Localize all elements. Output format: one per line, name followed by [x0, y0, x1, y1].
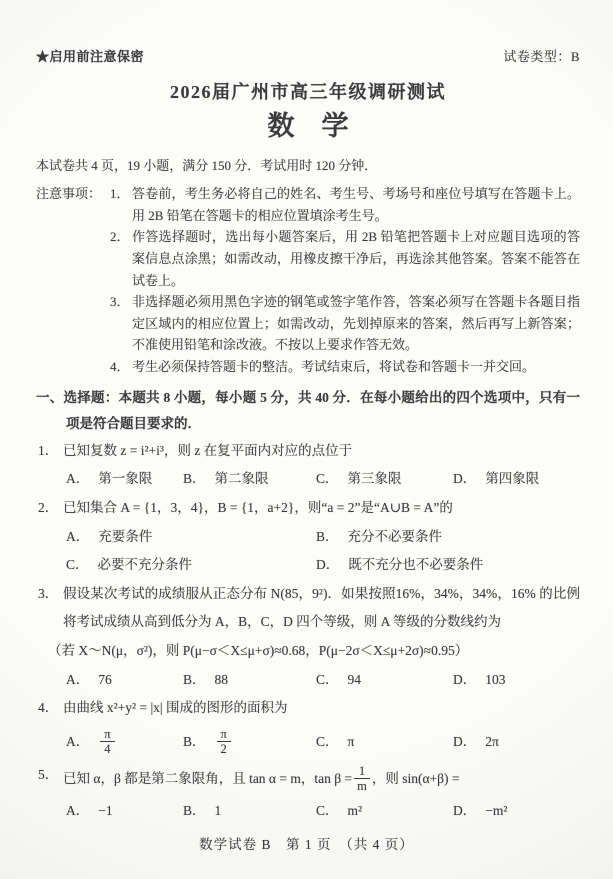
option-text: π — [347, 733, 355, 749]
option-c — [316, 465, 453, 494]
page-footer: 数学试卷 B 第 1 页 （共 4 页） — [199, 837, 414, 852]
option-label: A． — [66, 671, 90, 687]
option-d — [453, 728, 580, 757]
header-row — [36, 46, 580, 64]
option-text: 第一象限 — [98, 471, 153, 487]
stem-prefix: 已知 α，β 都是第二象限角，且 tan α = m，tan β = — [63, 770, 353, 786]
option-text: 充分不必要条件 — [347, 528, 443, 544]
notes-section — [36, 183, 580, 377]
option-d — [316, 551, 580, 580]
question-3-hint: （若 X～N(μ，σ²)，则 P(μ−σ＜X≤μ+σ)≈0.68，P(μ−2σ＜X≤μ+2σ)≈0.95） — [48, 643, 469, 659]
fraction-numerator: π — [100, 727, 114, 743]
question-number: 2． — [38, 499, 59, 515]
question-2-options-row-2 — [36, 551, 580, 580]
question-2-stem — [36, 494, 580, 523]
option-label: B． — [183, 802, 206, 818]
note-number: 1． — [110, 186, 130, 202]
option-label: D． — [453, 802, 477, 818]
option-text: 必要不充分条件 — [97, 557, 193, 573]
option-label: A． — [66, 528, 90, 544]
question-number: 1． — [38, 442, 59, 458]
question-2-options-row-1 — [36, 523, 580, 552]
option-a — [66, 797, 183, 826]
page-content — [36, 46, 580, 825]
option-text: 第三象限 — [347, 471, 402, 487]
question-3 — [36, 580, 580, 694]
option-b — [183, 465, 316, 494]
notes-list — [110, 183, 580, 377]
option-label: C． — [66, 557, 89, 573]
option-label: D． — [316, 557, 340, 573]
question-text: 已知集合 A = {1，3，4}，B = {1，a+2}，则“a = 2”是“A∪B = A”的 — [63, 499, 453, 515]
question-1-stem — [36, 437, 580, 466]
option-text: 88 — [214, 671, 229, 687]
option-label: B． — [183, 733, 206, 749]
option-c — [316, 666, 453, 695]
option-label: D． — [453, 733, 477, 749]
option-text: 既不充分也不必要条件 — [348, 557, 484, 573]
question-text — [63, 761, 580, 797]
note-item-3 — [110, 291, 580, 356]
exam-meta-line: 本试卷共 4 页，19 小题，满分 150 分．考试用时 120 分钟． — [36, 158, 378, 174]
option-label: A． — [66, 802, 90, 818]
option-a — [66, 465, 183, 494]
option-text: 第二象限 — [214, 471, 269, 487]
question-5 — [36, 761, 580, 826]
option-label: C． — [316, 671, 339, 687]
question-number: 3． — [38, 585, 59, 601]
option-text: 76 — [98, 671, 112, 687]
option-text: 第四象限 — [485, 471, 540, 487]
note-item-1 — [110, 183, 580, 226]
option-b — [316, 523, 580, 552]
section-1-heading: 一、选择题：本题共 8 小题，每小题 5 分，共 40 分．在每小题给出的四个选项中，只有一项是符合题目要求的． — [36, 390, 580, 432]
question-3-options — [36, 666, 580, 695]
fraction — [354, 764, 370, 795]
fraction-denominator: 2 — [220, 742, 227, 757]
option-text: 94 — [347, 671, 362, 687]
note-text: 非选择题必须用黑色字迹的钢笔或签字笔作答，答案必须写在答题卡各题目指定区域内的相应位置上；如需改动，先划掉原来的答案，然后再写上新答案；不准使用铅笔和涂改液。不按以上要求作答无效。 — [132, 294, 580, 353]
note-item-4 — [110, 356, 580, 378]
question-2 — [36, 494, 580, 580]
option-text: −m² — [485, 802, 508, 818]
note-number: 3． — [110, 294, 130, 310]
option-a — [66, 666, 183, 695]
question-4-options — [36, 723, 580, 761]
option-b — [183, 666, 316, 695]
note-item-2 — [110, 226, 580, 291]
option-label: C． — [316, 733, 339, 749]
fraction — [100, 727, 114, 758]
fraction-numerator: π — [217, 727, 231, 743]
question-4-stem — [36, 694, 580, 723]
option-b — [183, 797, 316, 826]
option-label: A． — [66, 471, 90, 487]
notes-label: 注意事项： — [36, 186, 102, 202]
question-1 — [36, 437, 580, 494]
question-number: 4． — [38, 700, 59, 716]
option-c — [66, 551, 316, 580]
question-3-stem — [36, 580, 580, 637]
question-text: 由曲线 x²+y² = |x| 围成的图形的面积为 — [63, 700, 288, 716]
fraction — [217, 727, 231, 758]
option-text: m² — [347, 802, 363, 818]
note-number: 4． — [110, 358, 130, 374]
option-label: B． — [316, 528, 339, 544]
option-a — [66, 523, 316, 552]
option-a — [66, 727, 183, 758]
option-label: C． — [316, 471, 339, 487]
option-label: D． — [453, 671, 477, 687]
question-4 — [36, 694, 580, 761]
stem-suffix: ，则 sin(α+β) = — [371, 770, 460, 786]
option-text: 充要条件 — [98, 528, 153, 544]
note-number: 2． — [110, 229, 130, 245]
question-text: 已知复数 z = i²+i³，则 z 在复平面内对应的点位于 — [63, 442, 353, 458]
option-label: B． — [183, 471, 206, 487]
security-notice: ★启用前注意保密 — [36, 49, 145, 64]
option-text: 2π — [485, 733, 499, 749]
option-label: B． — [183, 671, 206, 687]
question-text: 假设某次考试的成绩服从正态分布 N(85，9²)．如果按照16%，34%，34%，16% 的比例将考试成绩从高到低分为 A，B，C，D 四个等级，则 A 等级的分数线约为 — [63, 585, 580, 630]
option-label: D． — [453, 471, 477, 487]
question-5-options — [36, 797, 580, 826]
option-text: 1 — [214, 802, 222, 818]
exam-title: 2026届广州市高三年级调研测试 — [170, 82, 446, 102]
note-text: 考生必须保持答题卡的整洁。考试结束后，将试卷和答题卡一并交回。 — [132, 358, 536, 374]
note-text: 作答选择题时，选出每小题答案后，用 2B 铅笔把答题卡上对应题目选项的答案信息点涂黑；如需改动，用橡皮擦干净后，再选涂其他答案。答案不能答在试卷上。 — [132, 229, 580, 288]
option-d — [453, 666, 580, 695]
option-text: 103 — [485, 671, 506, 687]
fraction-denominator: 4 — [104, 742, 111, 757]
subject-title: 数 学 — [267, 111, 349, 142]
option-d — [453, 465, 580, 494]
question-1-options — [36, 465, 580, 494]
option-c — [316, 797, 453, 826]
question-5-stem — [36, 761, 580, 797]
option-label: A． — [66, 733, 90, 749]
note-text: 答卷前，考生务必将自己的姓名、考生号、考场号和座位号填写在答题卡上。用 2B 铅笔在答题卡的相应位置填涂考生号。 — [132, 186, 580, 223]
option-b — [183, 727, 316, 758]
fraction-denominator: m — [357, 779, 367, 794]
option-label: C． — [316, 802, 339, 818]
option-text: −1 — [98, 802, 113, 818]
option-d — [453, 797, 580, 826]
paper-type-label: 试卷类型：B — [503, 49, 580, 64]
fraction-numerator: 1 — [354, 764, 370, 780]
option-c — [316, 728, 453, 757]
question-number: 5． — [38, 766, 59, 782]
